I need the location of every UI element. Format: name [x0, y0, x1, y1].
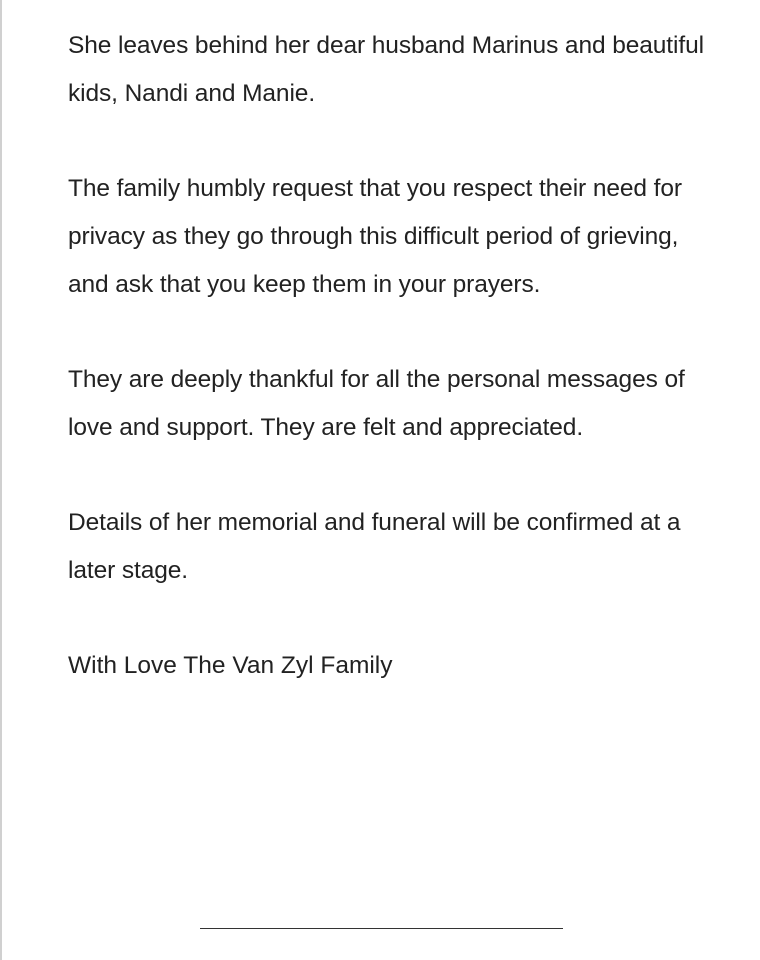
- paragraph-thanks: They are deeply thankful for all the personal messages of love and support. They are felt and appreciated.: [68, 366, 685, 441]
- paragraph-funeral-details: Details of her memorial and funeral will be confirmed at a later stage.: [68, 509, 681, 584]
- divider-line: [200, 928, 563, 929]
- letter-body: [68, 22, 708, 690]
- signoff: With Love The Van Zyl Family: [68, 652, 393, 679]
- paragraph-privacy-request: The family humbly request that you respect their need for privacy as they go through this difficult period of grieving, and ask that you keep them in your prayers.: [68, 175, 682, 298]
- paragraph-surviving-family: She leaves behind her dear husband Marinus and beautiful kids, Nandi and Manie.: [68, 32, 704, 107]
